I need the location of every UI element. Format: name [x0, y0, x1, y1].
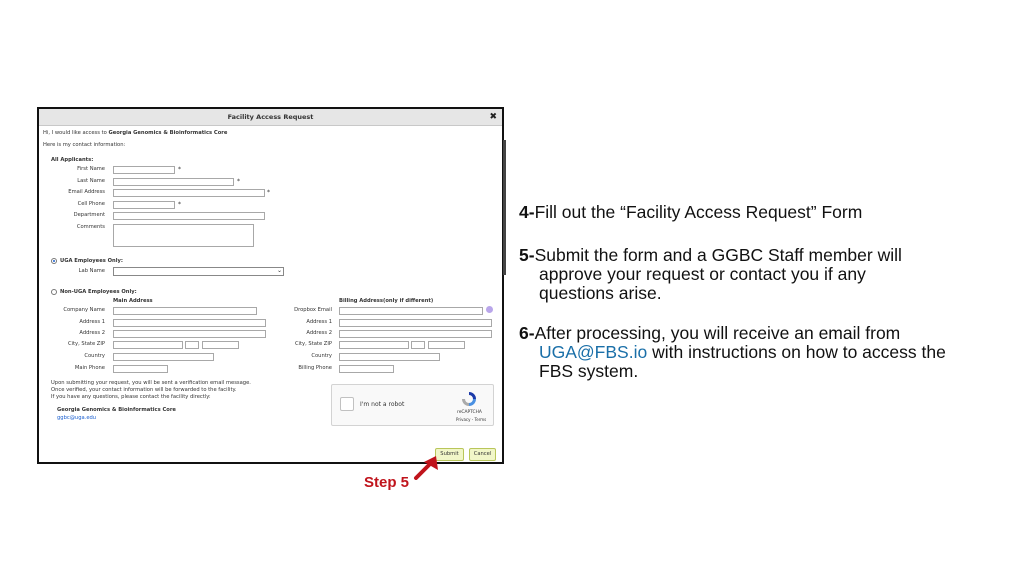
uga-heading: UGA Employees Only:: [60, 258, 123, 264]
billing-state-input[interactable]: [411, 341, 425, 349]
main-address2-input[interactable]: [113, 330, 266, 338]
footer-note-line3: If you have any questions, please contact the facility directly:: [51, 394, 211, 400]
required-mark: *: [267, 189, 270, 196]
billing-phone-label: Billing Phone: [298, 365, 332, 371]
required-mark: *: [237, 178, 240, 185]
last-name-label: Last Name: [77, 178, 105, 184]
company-name-label: Company Name: [63, 307, 105, 313]
step-5-line1: Submit the form and a GGBC Staff member will: [534, 245, 902, 265]
department-label: Department: [73, 212, 105, 218]
required-mark: *: [178, 201, 181, 208]
dialog-title-bar: [39, 109, 502, 126]
cell-phone-label: Cell Phone: [77, 201, 105, 207]
main-state-input[interactable]: [185, 341, 199, 349]
main-address1-label: Address 1: [79, 319, 105, 325]
footer-note-line1: Upon submitting your request, you will be sent a verification email message.: [51, 380, 251, 386]
main-phone-label: Main Phone: [74, 365, 105, 371]
step-6-line2-rest: with instructions on how to access the: [647, 342, 946, 362]
recaptcha-links[interactable]: Privacy - Terms: [456, 417, 487, 422]
comments-textarea[interactable]: [113, 224, 254, 247]
intro-prefix: Hi, I would like access to: [43, 130, 109, 136]
main-address2-label: Address 2: [79, 330, 105, 336]
cell-phone-input[interactable]: [113, 201, 175, 209]
comments-label: Comments: [76, 224, 105, 230]
facility-name: Georgia Genomics & Bioinformatics Core: [57, 407, 176, 413]
billing-city-input[interactable]: [339, 341, 409, 349]
main-city-input[interactable]: [113, 341, 183, 349]
step-6-number: 6-: [519, 323, 535, 343]
main-country-input[interactable]: [113, 353, 214, 361]
billing-phone-input[interactable]: [339, 365, 394, 373]
first-name-input[interactable]: [113, 166, 175, 174]
arrow-icon: [412, 452, 442, 480]
dialog-title: Facility Access Request: [227, 113, 314, 121]
dropbox-email-input[interactable]: [339, 307, 483, 315]
email-input[interactable]: [113, 189, 265, 197]
step-6-line2: [519, 343, 946, 362]
step-6-line1: After processing, you will receive an email from: [534, 323, 901, 343]
lab-name-label: Lab Name: [78, 268, 105, 274]
billing-address2-input[interactable]: [339, 330, 492, 338]
step-5: [519, 246, 902, 303]
billing-zip-input[interactable]: [428, 341, 465, 349]
recaptcha-brand: reCAPTCHA: [457, 410, 482, 415]
chevron-down-icon: ⌄: [276, 267, 282, 274]
footer-note-line2: Once verified, your contact information will be forwarded to the facility.: [51, 387, 237, 393]
main-address1-input[interactable]: [113, 319, 266, 327]
billing-country-input[interactable]: [339, 353, 440, 361]
recaptcha-label: I'm not a robot: [360, 401, 405, 408]
step-6-line3: FBS system.: [539, 361, 639, 381]
billing-city-label: City, State ZIP: [294, 341, 332, 347]
submit-button[interactable]: Submit: [435, 448, 464, 461]
scrollbar: [503, 140, 506, 275]
cancel-button[interactable]: Cancel: [469, 448, 496, 461]
main-city-label: City, State ZIP: [67, 341, 105, 347]
email-label: Email Address: [68, 189, 105, 195]
billing-address1-input[interactable]: [339, 319, 492, 327]
intro-line: [43, 130, 227, 136]
recaptcha-checkbox[interactable]: [340, 397, 354, 411]
close-icon[interactable]: ✖: [489, 112, 497, 122]
main-address-heading: Main Address: [113, 298, 153, 304]
step-5-number: 5-: [519, 245, 535, 265]
company-name-input[interactable]: [113, 307, 257, 315]
step-4-text: Fill out the “Facility Access Request” Form: [534, 202, 863, 222]
recaptcha-icon: [460, 390, 478, 408]
billing-address-heading: Billing Address(only if different): [339, 298, 434, 304]
step-5-line3: questions arise.: [539, 283, 662, 303]
step-4: [519, 203, 862, 222]
step-4-number: 4-: [519, 202, 535, 222]
step-label: Step 5: [364, 474, 410, 491]
dropbox-email-label: Dropbox Email: [294, 307, 332, 313]
main-phone-input[interactable]: [113, 365, 168, 373]
step-5-line2: approve your request or contact you if any: [539, 264, 866, 284]
billing-country-label: Country: [311, 353, 332, 359]
main-zip-input[interactable]: [202, 341, 239, 349]
billing-address2-label: Address 2: [306, 330, 332, 336]
billing-address1-label: Address 1: [306, 319, 332, 325]
info-icon[interactable]: [486, 306, 493, 313]
facility-email-link[interactable]: ggbc@uga.edu: [57, 415, 97, 421]
department-input[interactable]: [113, 212, 265, 220]
intro-core: Georgia Genomics & Bioinformatics Core: [108, 130, 228, 136]
required-mark: *: [178, 166, 181, 173]
all-applicants-heading: All Applicants:: [51, 157, 94, 163]
first-name-label: First Name: [77, 166, 105, 172]
lab-name-select[interactable]: [113, 267, 284, 276]
uga-employee-radio[interactable]: [51, 258, 57, 264]
last-name-input[interactable]: [113, 178, 234, 186]
non-uga-employee-radio[interactable]: [51, 289, 57, 295]
contact-line: Here is my contact information:: [43, 142, 126, 148]
step-6: [519, 324, 946, 381]
facility-access-dialog: [37, 107, 504, 464]
non-uga-heading: Non-UGA Employees Only:: [60, 289, 137, 295]
main-country-label: Country: [84, 353, 105, 359]
fbs-email-link[interactable]: UGA@FBS.io: [539, 342, 648, 362]
recaptcha-widget: [331, 384, 494, 426]
